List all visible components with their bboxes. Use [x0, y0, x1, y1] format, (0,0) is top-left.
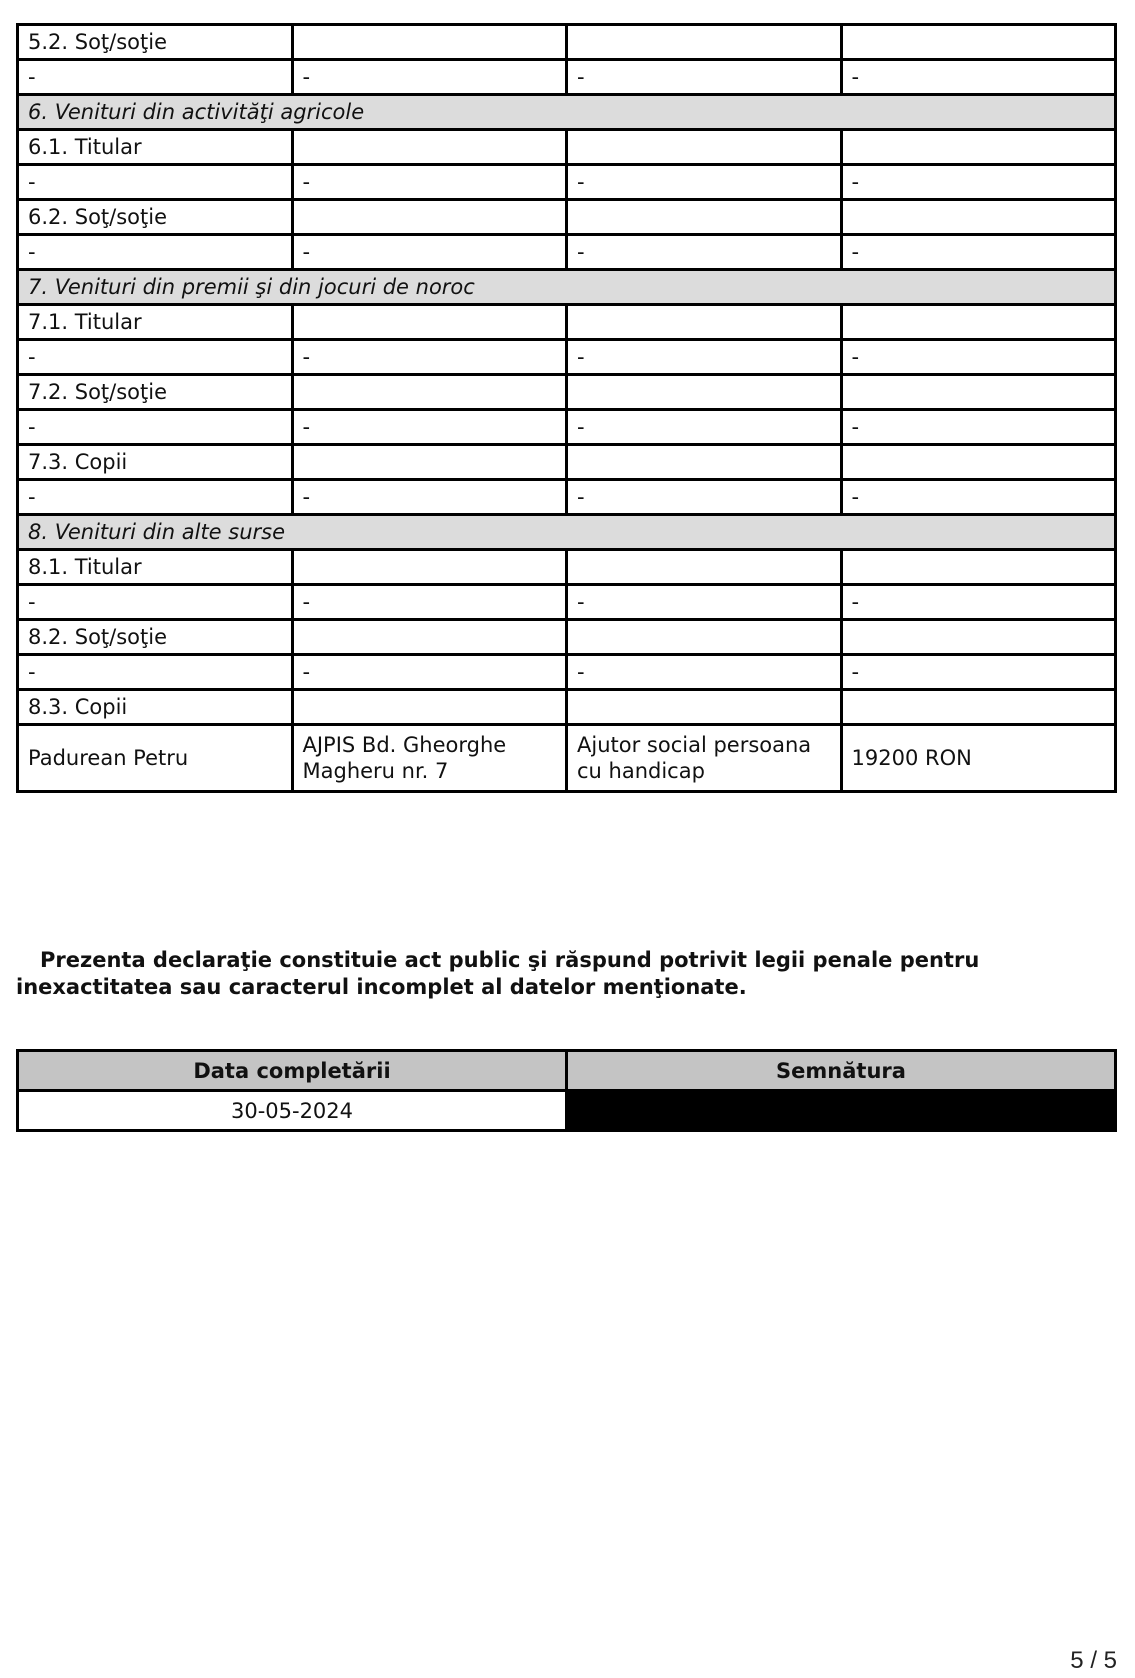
- section-header-row: [18, 270, 1116, 305]
- table-cell: 5.2. Soţ/soţie: [18, 25, 293, 60]
- table-cell: [292, 130, 567, 165]
- table-cell: -: [567, 60, 842, 95]
- table-cell: [841, 25, 1116, 60]
- table-cell: 7.2. Soţ/soţie: [18, 375, 293, 410]
- table-cell: [567, 305, 842, 340]
- signature-table: [16, 1049, 1117, 1132]
- table-cell: -: [567, 655, 842, 690]
- table-cell: [841, 130, 1116, 165]
- section-header-row: [18, 95, 1116, 130]
- table-cell: [567, 200, 842, 235]
- table-cell: -: [841, 655, 1116, 690]
- signature-value-row: [18, 1091, 1116, 1131]
- table-cell: 7.1. Titular: [18, 305, 293, 340]
- table-cell: -: [841, 480, 1116, 515]
- table-cell: [567, 620, 842, 655]
- section-title: 7. Venituri din premii şi din jocuri de noroc: [18, 270, 1116, 305]
- table-cell: [841, 200, 1116, 235]
- table-cell: [292, 550, 567, 585]
- table-cell: -: [292, 585, 567, 620]
- table-cell: [567, 445, 842, 480]
- table-cell: [292, 200, 567, 235]
- section-title: 6. Venituri din activităţi agricole: [18, 95, 1116, 130]
- subsection-row: [18, 305, 1116, 340]
- table-cell: -: [18, 340, 293, 375]
- subsection-row: [18, 130, 1116, 165]
- table-cell: 8.2. Soţ/soţie: [18, 620, 293, 655]
- section-header-row: [18, 515, 1116, 550]
- table-cell: [567, 375, 842, 410]
- table-cell: -: [567, 480, 842, 515]
- table-cell: -: [567, 585, 842, 620]
- table-cell: [292, 305, 567, 340]
- table-cell: [841, 620, 1116, 655]
- table-cell: [567, 25, 842, 60]
- subsection-row: [18, 25, 1116, 60]
- date-header: Data completării: [18, 1051, 567, 1091]
- table-cell: 8.3. Copii: [18, 690, 293, 725]
- table-row: [18, 585, 1116, 620]
- table-cell: -: [292, 655, 567, 690]
- table-cell: Ajutor social persoana cu handicap: [567, 725, 842, 792]
- table-row: [18, 655, 1116, 690]
- table-cell: 8.1. Titular: [18, 550, 293, 585]
- table-cell: -: [292, 235, 567, 270]
- legal-statement: Prezenta declaraţie constituie act public şi răspund potrivit legii penale pentru inexactitatea sau caracterul incomplet al datelor menţionate.: [16, 948, 980, 999]
- table-cell: [292, 620, 567, 655]
- subsection-row: [18, 445, 1116, 480]
- table-cell: [841, 305, 1116, 340]
- table-cell: [841, 445, 1116, 480]
- table-cell: -: [292, 480, 567, 515]
- table-cell: [292, 375, 567, 410]
- table-cell: Padurean Petru: [18, 725, 293, 792]
- table-cell: [292, 25, 567, 60]
- table-cell: 6.2. Soţ/soţie: [18, 200, 293, 235]
- table-cell: -: [567, 340, 842, 375]
- table-cell: [567, 550, 842, 585]
- table-cell: -: [18, 165, 293, 200]
- table-row: [18, 165, 1116, 200]
- table-row: [18, 480, 1116, 515]
- table-cell: -: [18, 480, 293, 515]
- table-cell: 7.3. Copii: [18, 445, 293, 480]
- table-cell: [841, 550, 1116, 585]
- table-cell: [292, 445, 567, 480]
- completion-date: 30-05-2024: [18, 1091, 567, 1131]
- table-cell: -: [292, 340, 567, 375]
- table-cell: -: [18, 410, 293, 445]
- income-table: [16, 23, 1117, 793]
- table-cell: -: [841, 165, 1116, 200]
- subsection-row: [18, 690, 1116, 725]
- table-cell: -: [567, 410, 842, 445]
- subsection-row: [18, 620, 1116, 655]
- table-cell: -: [18, 60, 293, 95]
- page-number: 5 / 5: [1070, 1647, 1117, 1674]
- table-cell: [841, 375, 1116, 410]
- table-row: [18, 235, 1116, 270]
- table-row: [18, 340, 1116, 375]
- table-cell: -: [292, 60, 567, 95]
- section-title: 8. Venituri din alte surse: [18, 515, 1116, 550]
- table-cell: -: [18, 585, 293, 620]
- table-cell: [567, 130, 842, 165]
- signature-redacted: [567, 1091, 1116, 1131]
- table-cell: -: [841, 235, 1116, 270]
- table-cell: -: [18, 235, 293, 270]
- table-cell: -: [841, 410, 1116, 445]
- table-cell: [841, 690, 1116, 725]
- table-cell: -: [292, 165, 567, 200]
- table-cell: AJPIS Bd. Gheorghe Magheru nr. 7: [292, 725, 567, 792]
- table-cell: [292, 690, 567, 725]
- table-row: [18, 725, 1116, 792]
- table-cell: -: [841, 60, 1116, 95]
- table-cell: [567, 690, 842, 725]
- subsection-row: [18, 200, 1116, 235]
- table-cell: -: [841, 340, 1116, 375]
- table-cell: -: [567, 165, 842, 200]
- table-cell: 19200 RON: [841, 725, 1116, 792]
- table-row: [18, 410, 1116, 445]
- table-cell: -: [292, 410, 567, 445]
- income-table-body: [18, 25, 1116, 792]
- table-row: [18, 60, 1116, 95]
- table-cell: 6.1. Titular: [18, 130, 293, 165]
- subsection-row: [18, 550, 1116, 585]
- signature-header-row: [18, 1051, 1116, 1091]
- table-cell: -: [567, 235, 842, 270]
- subsection-row: [18, 375, 1116, 410]
- table-cell: -: [18, 655, 293, 690]
- signature-header: Semnătura: [567, 1051, 1116, 1091]
- table-cell: -: [841, 585, 1116, 620]
